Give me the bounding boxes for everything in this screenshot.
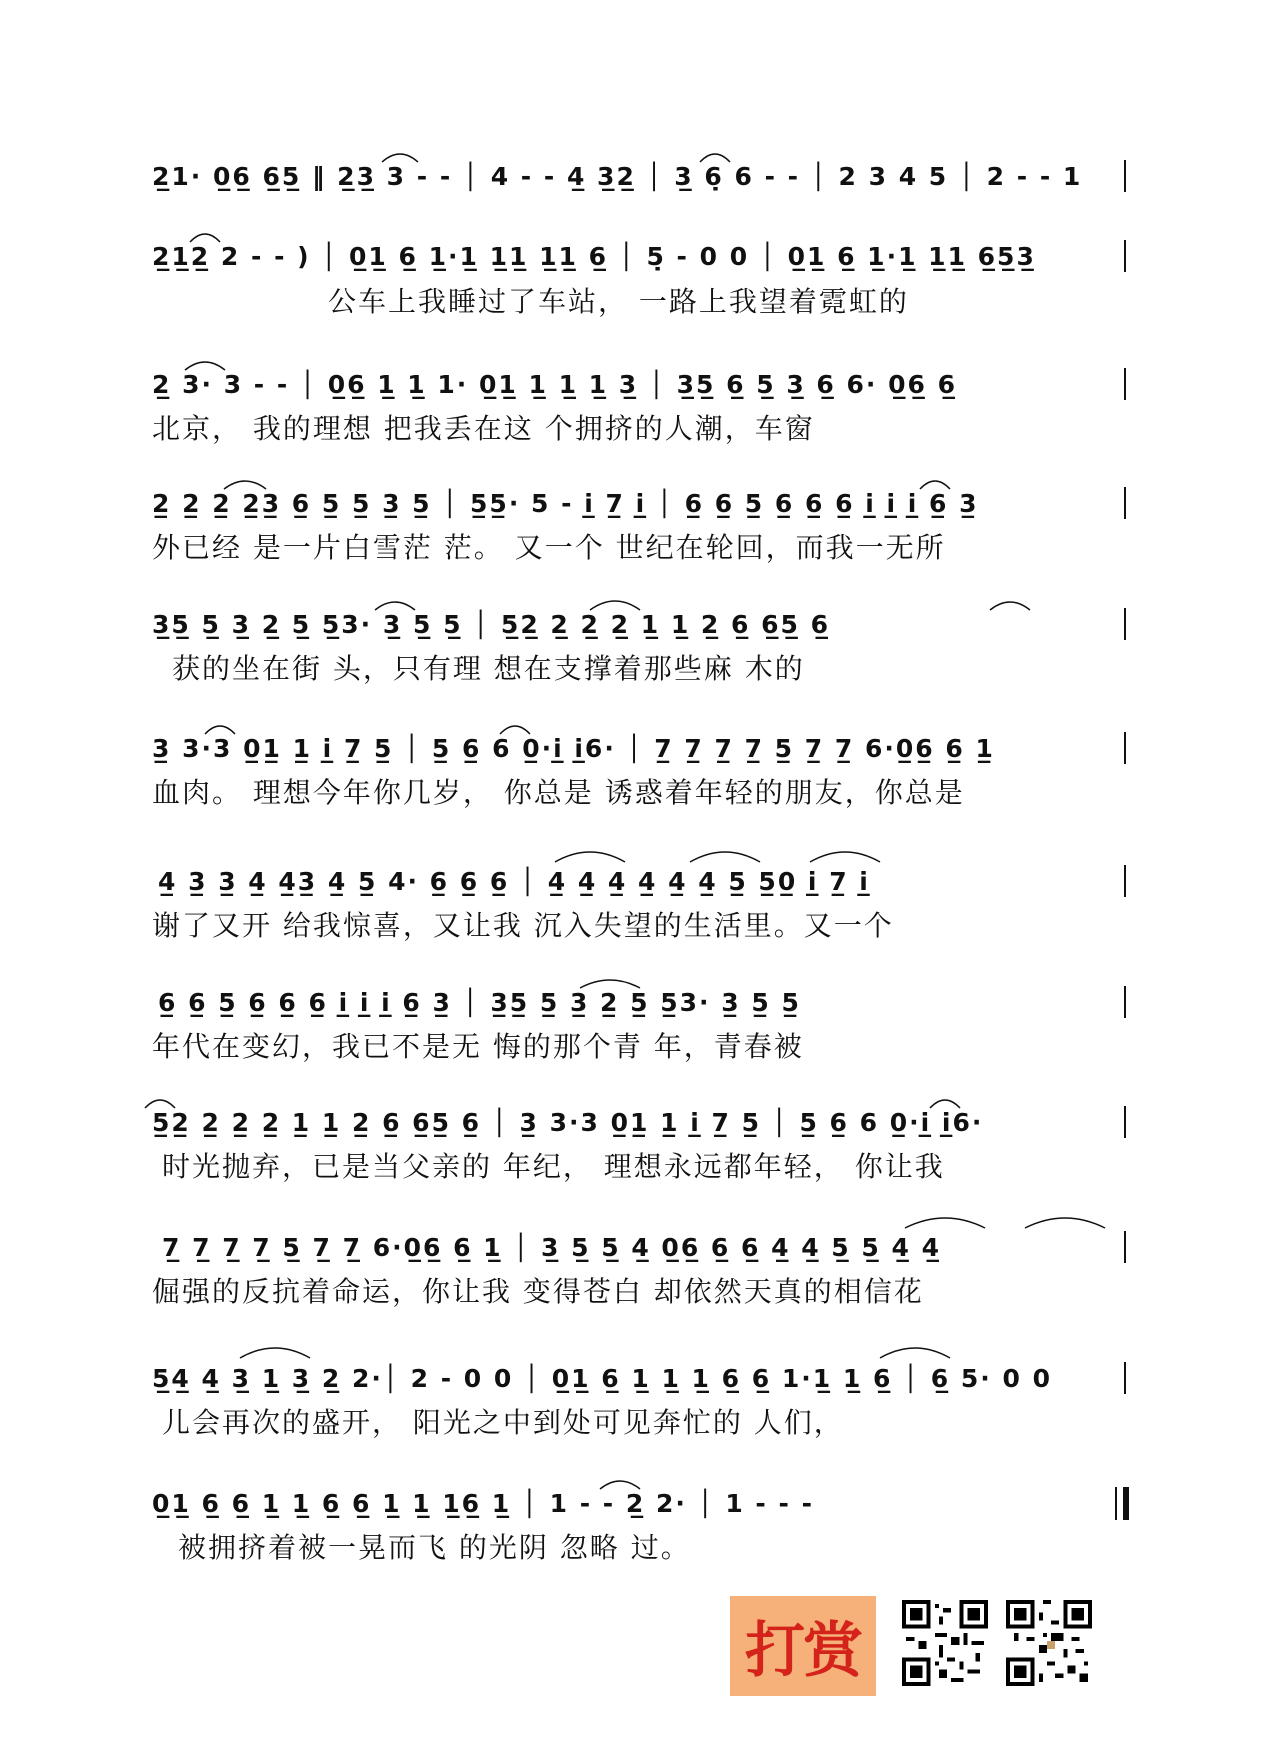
score-notes-line-7: 4̲ 3̲ 3̲ 4̲ 4̲3̲ 4̲ 5̲ 4· 6̲ 6̲ 6̲ │ 4̲ 4̲ 4̲ 4̲ 4̲ 4̲ 5̲ 5̲0̲ i̲ 7̲ i̲: [158, 867, 870, 896]
score-lyrics-line-8: 年代在变幻，我已不是无 悔的那个青 年，青春被: [152, 1030, 804, 1063]
score-notes-line-9: 5̲2̲ 2̲ 2̲ 2̲ 1̲ 1̲ 2̲ 6̲ 6̲5̲ 6̲ │ 3̲ 3·3 0̲1̲ 1̲ i̲ 7̲ 5̲ │ 5̲ 6̲ 6 0̲·i̲ i̲6·: [152, 1108, 984, 1137]
score-notes-line-11: 5̲4̲ 4̲ 3̲ 1̲ 3̲ 2̲ 2·│ 2 - 0 0 │ 0̲1̲ 6̲ 1̲ 1̲ 1̲ 6̲ 6̲ 1·1̲ 1̲ 6̲ │ 6̲ 5· 0 0: [152, 1364, 1052, 1393]
score-lyrics-line-6: 血肉。 理想今年你几岁， 你总是 诱惑着年轻的朋友，你总是: [152, 776, 965, 809]
score-notes-line-1: 2̲1· 0̲6̲ 6̲5̲ ‖ 2̲3̲ 3 - - │ 4 - - 4̲ 3̲2̲ │ 3̲ 6̣ 6 - - │ 2 3 4 5 │ 2 - - 1: [152, 162, 1083, 191]
score-notes-line-10: 7̲ 7̲ 7̲ 7̲ 5̲ 7̲ 7̲ 6·0̲6̲ 6̲ 1̲ │ 3̲ 5̲ 5̲ 4̲ 0̲6̲ 6̲ 6̲ 4̲ 4̲ 5̲ 5̲ 4̲ 4̲: [162, 1233, 942, 1262]
score-notes-line-12: 0̲1̲ 6̲ 6̲ 1̲ 1̲ 6̲ 6̲ 1̲ 1̲ 1̲6̲ 1̲ │ 1 - - 2̲ 2· │ 1 - - -: [152, 1489, 814, 1518]
reward-badge[interactable]: [730, 1596, 876, 1696]
score-notes-line-6: 3̲ 3·3 0̲1̲ 1̲ i̲ 7̲ 5̲ │ 5̲ 6̲ 6 0̲·i̲ i̲6· │ 7̲ 7̲ 7̲ 7̲ 5̲ 7̲ 7̲ 6·0̲6̲ 6̲ 1̲: [152, 734, 995, 763]
score-lyrics-line-5: 获的坐在街 头，只有理 想在支撑着那些麻 木的: [172, 652, 805, 685]
score-lyrics-line-9: 时光抛弃，已是当父亲的 年纪， 理想永远都年轻， 你让我: [162, 1150, 945, 1183]
qr-code-right: [1006, 1600, 1092, 1686]
score-lyrics-line-2: 公车上我睡过了车站， 一路上我望着霓虹的: [328, 285, 909, 318]
reward-label: 打赏: [745, 1616, 861, 1686]
score-lyrics-line-12: 被拥挤着被一晃而飞 的光阴 忽略 过。: [178, 1531, 691, 1564]
score-notes-line-5: 3̲5̲ 5̲ 3̲ 2̲ 5̲ 5̲3· 3̲ 5̲ 5̲ │ 5̲2̲ 2̲ 2̲ 2̲ 1̲ 1̲ 2̲ 6̲ 6̲5̲ 6̲: [152, 610, 831, 639]
score-lyrics-line-10: 倔强的反抗着命运，你让我 变得苍白 却依然天真的相信花: [152, 1275, 924, 1308]
score-lyrics-line-4: 外已经 是一片白雪茫 茫。 又一个 世纪在轮回，而我一无所: [152, 531, 946, 564]
score-lyrics-line-7: 谢了又开 给我惊喜，又让我 沉入失望的生活里。又一个: [152, 909, 894, 942]
score-lyrics-line-11: 儿会再次的盛开， 阳光之中到处可见奔忙的 人们，: [162, 1406, 844, 1439]
score-notes-line-2: 2̲1̲2̲ 2 - - ) │ 0̲1̲ 6̲ 1̲·1̲ 1̲1̲ 1̲1̲ 6̲ │ 5̣ - 0 0 │ 0̲1̲ 6̲ 1̲·1̲ 1̲1̲ 6̲5̲3̲: [152, 242, 1036, 271]
score-notes-line-3: 2̲ 3· 3 - - │ 0̲6̲ 1̲ 1̲ 1· 0̲1̲ 1̲ 1̲ 1̲ 3̲ │ 3̲5̲ 6̲ 5̲ 3̲ 6̲ 6· 0̲6̲ 6̲: [152, 370, 958, 399]
qr-code-left: [902, 1600, 988, 1686]
score-notes-line-8: 6̲ 6̲ 5̲ 6̲ 6̲ 6̲ i̲ i̲ i̲ 6̲ 3̲ │ 3̲5̲ 5̲ 3̲ 2̲ 5̲ 5̲3· 3̲ 5̲ 5̲: [158, 988, 801, 1017]
score-notes-line-4: 2̲ 2̲ 2̲ 2̲3̲ 6̲ 5̲ 5̲ 3̲ 5̲ │ 5̲5̲· 5 - i̲ 7̲ i̲ │ 6̲ 6̲ 5̲ 6̲ 6̲ 6̲ i̲ i̲ i̲ 6̲ 3̲: [152, 489, 979, 518]
score-lyrics-line-3: 北京， 我的理想 把我丢在这 个拥挤的人潮，车窗: [152, 412, 815, 445]
